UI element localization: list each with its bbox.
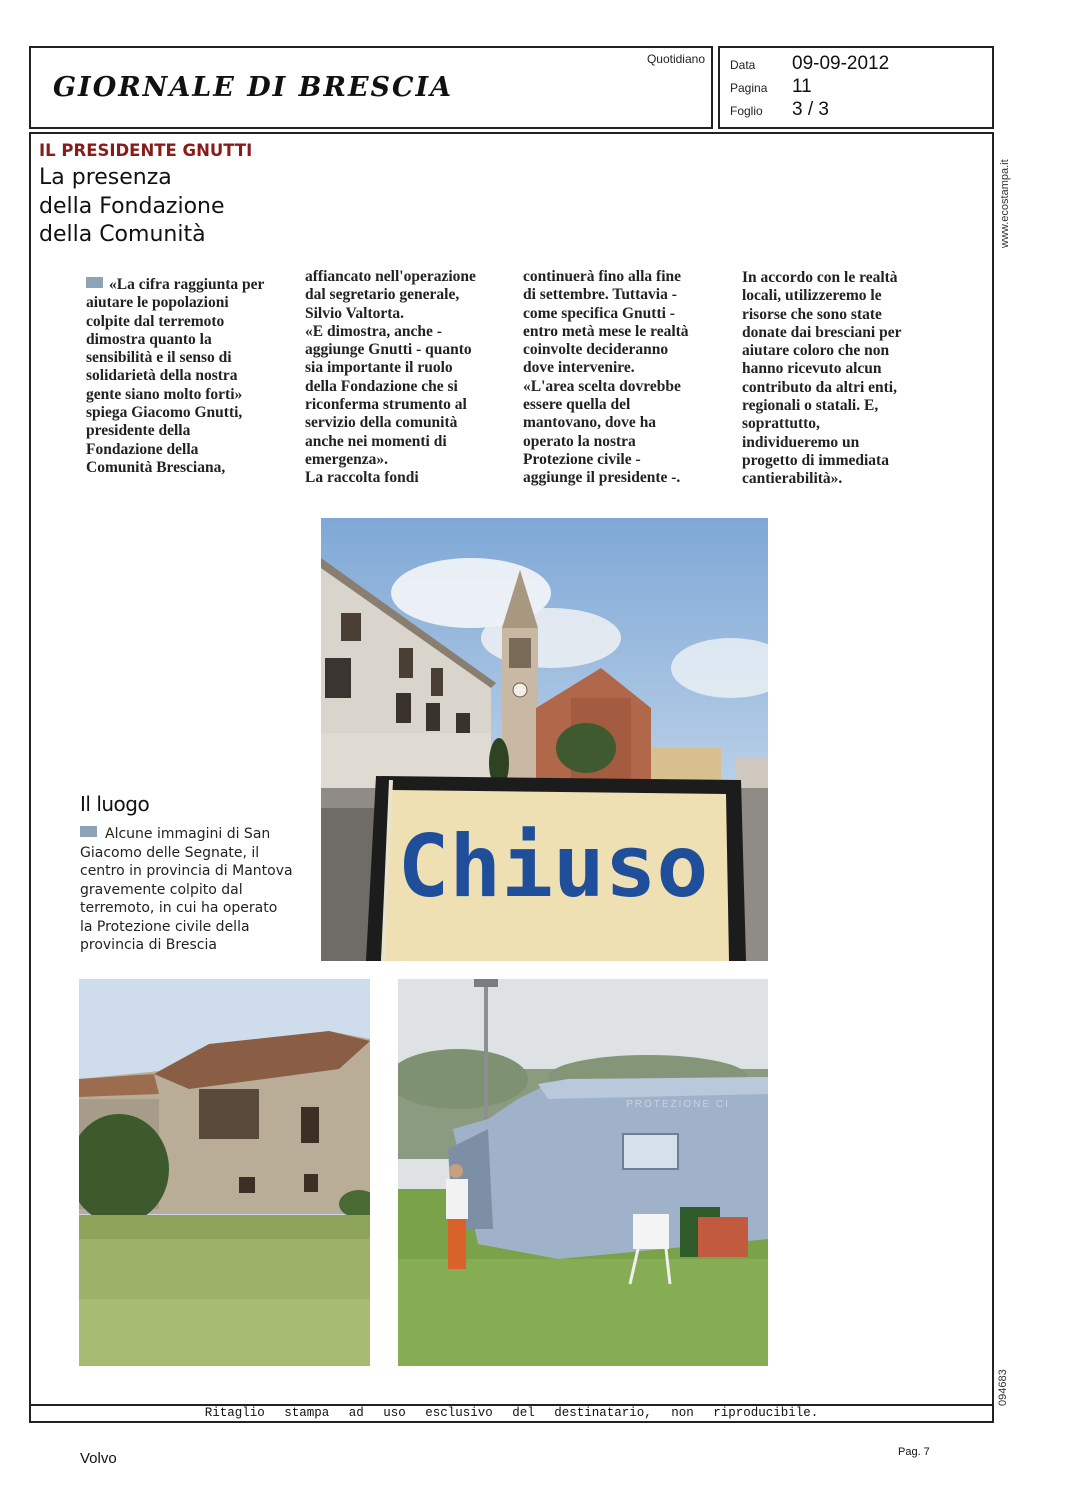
caption-line: gravemente colpito dal (80, 881, 243, 898)
side-code (995, 1368, 1015, 1408)
caption-title: Il luogo (80, 792, 150, 816)
column-line: presidente della (86, 422, 191, 440)
side-url (972, 148, 1032, 248)
foglio-value: 3 / 3 (792, 99, 829, 120)
column-line: operato la nostra (523, 432, 636, 450)
caption-line: la Protezione civile della (80, 918, 250, 935)
column-line: essere quella del (523, 396, 631, 414)
column-line: emergenza». (305, 450, 389, 468)
caption-line: provincia di Brescia (80, 937, 217, 953)
column-line: Fondazione della (86, 440, 199, 458)
title-line: della Comunità (39, 222, 206, 247)
text-column-1 (86, 276, 286, 477)
sign-text: Chiuso (397, 817, 709, 917)
column-line: aiutare coloro che non (742, 342, 890, 360)
column-line: coinvolte decideranno (523, 341, 669, 359)
column-line: aggiunge il presidente -. (523, 469, 681, 487)
pagina-value: 11 (792, 76, 812, 97)
caption-text (80, 825, 300, 955)
text-column-3 (523, 268, 723, 488)
column-line: riconferma strumento al (305, 396, 467, 414)
data-label: Data (730, 58, 756, 72)
column-line: mantovano, dove ha (523, 414, 657, 432)
column-line: dimostra quanto la (86, 330, 212, 348)
masthead-title: GIORNALE DI BRESCIA (53, 72, 454, 103)
caption-line: centro in provincia di Mantova (80, 863, 293, 879)
tent-text: PROTEZIONE CI (626, 1099, 730, 1110)
side-code-text: 094683 (997, 1369, 1009, 1406)
column-line: donate dai bresciani per (742, 323, 902, 341)
column-line: dal segretario generale, (305, 286, 460, 304)
column-line: aiutare le popolazioni (86, 294, 229, 312)
column-line: La raccolta fondi (305, 469, 419, 487)
column-line: continuerà fino alla fine (523, 268, 682, 285)
column-line: individueremo un (742, 433, 860, 451)
column-line: di settembre. Tuttavia - (523, 286, 677, 304)
paragraph-bullet-icon (80, 826, 97, 837)
column-line: spiega Giacomo Gnutti, (86, 404, 243, 422)
column-line: come specifica Gnutti - (523, 304, 675, 322)
column-line: soprattutto, (742, 415, 820, 433)
column-line: In accordo con le realtà (742, 269, 898, 286)
article-kicker: IL PRESIDENTE GNUTTI (39, 141, 253, 160)
page-number: Pag. 7 (898, 1446, 930, 1458)
caption-line: terremoto, in cui ha operato (80, 900, 278, 916)
title-line: La presenza (39, 165, 172, 190)
column-line: contributo da altri enti, (742, 378, 897, 396)
column-line: Comunità Bresciana, (86, 458, 226, 476)
meta-row-foglio (730, 99, 829, 121)
column-line: sensibilità e il senso di (86, 349, 232, 367)
meta-row-pagina (730, 76, 812, 98)
paragraph-bullet-icon (86, 277, 103, 288)
column-line: risorse che sono state (742, 305, 882, 323)
meta-row-data (730, 53, 889, 75)
reproduction-notice: Ritaglio stampa ad uso esclusivo del destinatario, non riproducibile. (29, 1404, 994, 1423)
column-line: dove intervenire. (523, 359, 635, 377)
column-line: della Fondazione che si (305, 377, 458, 395)
photo-church-sign (321, 518, 768, 961)
column-line: Protezione civile - (523, 450, 641, 468)
column-line: Silvio Valtorta. (305, 304, 405, 322)
article-title (39, 164, 299, 250)
column-line: hanno ricevuto alcun (742, 360, 882, 378)
column-line: «La cifra raggiunta per (86, 276, 286, 294)
column-line: entro metà mese le realtà (523, 322, 689, 340)
column-line: gente siano molto forti» (86, 385, 243, 403)
column-line: «E dimostra, anche - (305, 322, 442, 340)
column-line: «L'area scelta dovrebbe (523, 377, 681, 395)
column-line: sia importante il ruolo (305, 359, 453, 377)
title-line: della Fondazione (39, 193, 225, 219)
pagina-label: Pagina (730, 81, 768, 95)
side-url-text: www.ecostampa.it (999, 159, 1011, 248)
meta-box (718, 46, 994, 129)
column-line: servizio della comunità (305, 414, 458, 432)
client-name: Volvo (80, 1450, 117, 1467)
column-line: regionali o statali. E, (742, 397, 879, 415)
column-line: progetto di immediata (742, 451, 889, 469)
column-line: affiancato nell'operazione (305, 268, 476, 285)
text-column-4 (742, 269, 942, 489)
masthead-box (29, 46, 713, 129)
caption-line: Giacomo delle Segnate, il (80, 844, 260, 861)
caption-line: Alcune immagini di San (80, 825, 300, 844)
column-line: solidarietà della nostra (86, 367, 238, 385)
column-line: locali, utilizzeremo le (742, 287, 882, 305)
periodicity-label: Quotidiano (646, 52, 705, 66)
text-column-2 (305, 268, 505, 488)
data-value: 09-09-2012 (792, 53, 890, 74)
column-line: colpite dal terremoto (86, 312, 225, 330)
column-line: cantierabilità». (742, 470, 843, 488)
photo-damaged-house (79, 979, 370, 1366)
foglio-label: Foglio (730, 104, 763, 118)
photo-tents (398, 979, 768, 1366)
column-line: aggiunge Gnutti - quanto (305, 341, 472, 359)
column-line: anche nei momenti di (305, 432, 447, 450)
